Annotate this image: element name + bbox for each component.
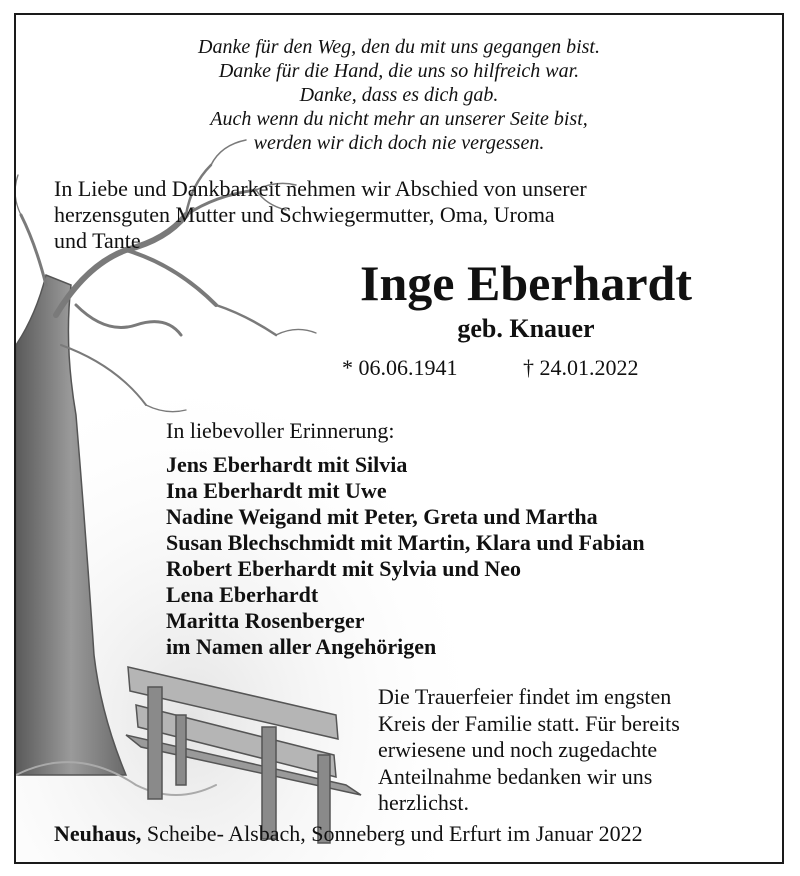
mourner-line: Ina Eberhardt mit Uwe [166,478,387,503]
poem-line: Danke für den Weg, den du mit uns gegangen bist. [198,36,600,58]
mourner-line: Maritta Rosenberger [166,608,365,633]
service-notice [378,684,748,817]
mourner-line: im Namen aller Angehörigen [166,634,437,659]
intro-line: In Liebe und Dankbarkeit nehmen wir Abschied von unserer [54,176,587,201]
memory-label: In liebevoller Erinnerung: [166,418,395,443]
mourner-line: Robert Eberhardt mit Sylvia und Neo [166,556,522,581]
mourner-line: Susan Blechschmidt mit Martin, Klara und Fabian [166,530,645,555]
birth-name: geb. Knauer [457,314,595,343]
place-and-date [54,821,774,847]
deceased-name: Inge Eberhardt [360,255,692,311]
intro-text [54,176,754,254]
poem-line: werden wir dich doch nie vergessen. [253,132,545,154]
obituary-frame [14,13,784,864]
mourner-line: Jens Eberhardt mit Silvia [166,452,408,477]
place-rest: Scheibe- Alsbach, Sonneberg und Erfurt im Januar 2022 [141,821,643,846]
poem-line: Danke für die Hand, die uns so hilfreich war. [218,60,580,82]
mourners-list [166,452,645,660]
intro-line: und Tante [54,228,141,253]
mourner-line: Nadine Weigand mit Peter, Greta und Martha [166,504,598,529]
place-town: Neuhaus, [54,821,142,846]
poem-line: Auch wenn du nicht mehr an unserer Seite bist, [210,108,588,130]
service-line: Kreis der Familie statt. Für bereits [378,710,680,736]
birth-date: * 06.06.1941 [342,355,458,380]
poem-line: Danke, dass es dich gab. [299,84,499,106]
life-dates [342,354,639,382]
poem [16,35,782,155]
death-date: † 24.01.2022 [523,355,639,380]
service-line: Die Trauerfeier findet im engsten [378,684,672,709]
intro-line: herzensguten Mutter und Schwiegermutter, Oma, Uroma [54,202,555,227]
service-line: erwiesene und noch zugedachte [378,737,658,762]
mourner-line: Lena Eberhardt [166,582,319,607]
service-line: herzlichst. [378,790,470,815]
service-line: Anteilnahme bedanken wir uns [378,763,653,789]
